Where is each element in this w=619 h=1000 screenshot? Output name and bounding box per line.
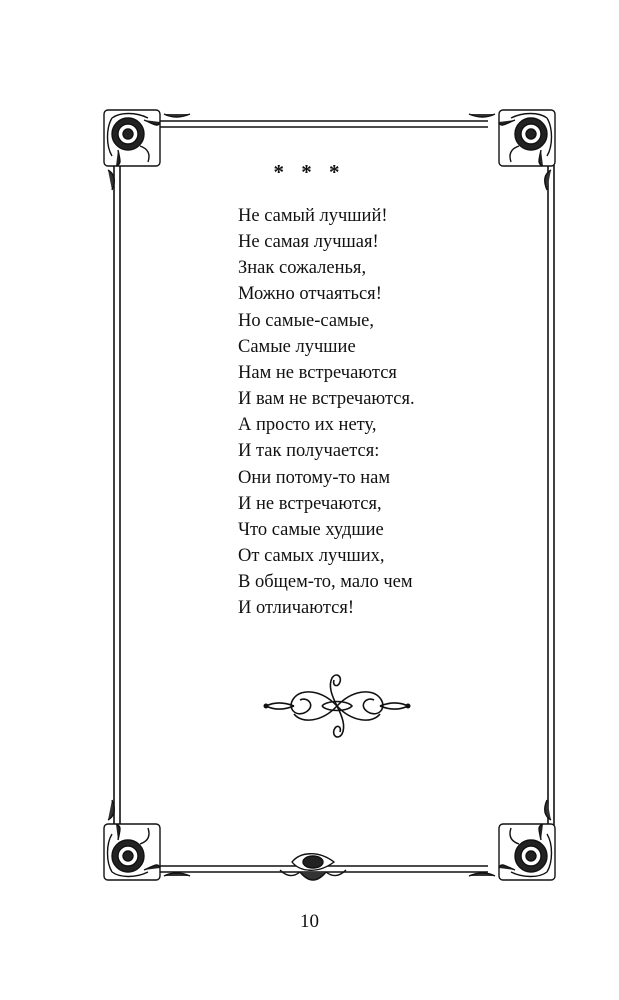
- poem-line: Нам не встречаются: [238, 362, 397, 383]
- poem-line: Можно отчаяться!: [238, 284, 382, 305]
- page-number: 10: [300, 911, 319, 932]
- poem-line: И так получается:: [238, 441, 380, 462]
- poem-line: Но самые-самые,: [238, 310, 375, 331]
- poem-line: И отличаются!: [238, 598, 355, 619]
- poem-line: Что самые худшие: [238, 519, 384, 540]
- section-separator-stars: * * *: [273, 160, 346, 184]
- poem-line: Не самая лучшая!: [238, 232, 379, 253]
- poem: [238, 203, 415, 622]
- poem-line: А просто их нету,: [238, 415, 377, 436]
- poem-line: В общем-то, мало чем: [238, 572, 413, 593]
- flourish-divider-ornament: [262, 666, 412, 746]
- poem-line: Не самый лучший!: [238, 206, 388, 226]
- poem-line: Они потому-то нам: [238, 467, 391, 488]
- poem-line: От самых лучших,: [238, 546, 385, 567]
- poem-line: Знак сожаленья,: [238, 258, 367, 279]
- poem-line: И не встречаются,: [238, 493, 382, 514]
- frame-bottom-crest: [280, 854, 346, 880]
- poem-line: И вам не встречаются.: [238, 389, 415, 410]
- poem-line: Самые лучшие: [238, 336, 356, 357]
